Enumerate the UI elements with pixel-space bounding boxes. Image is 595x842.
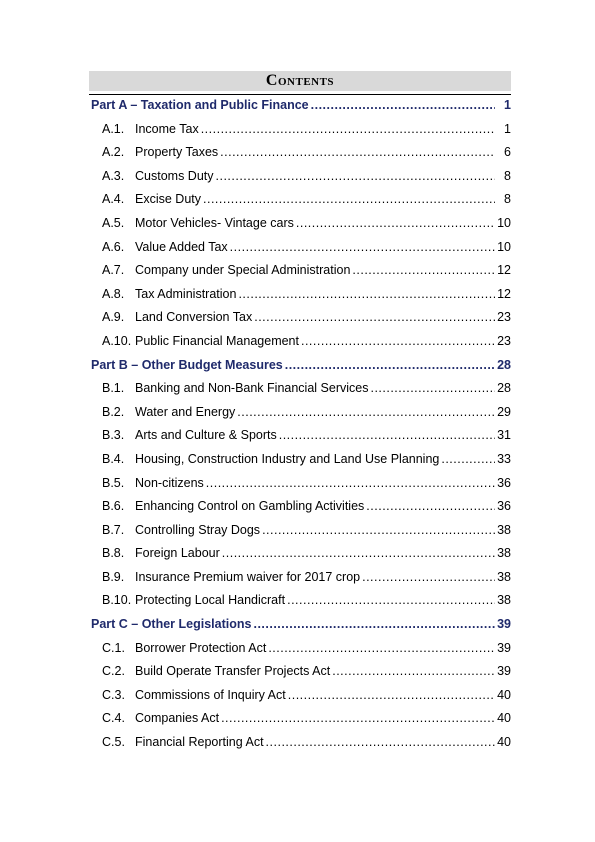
toc-entry-label: Companies Act bbox=[135, 711, 220, 726]
toc-page-number: 40 bbox=[497, 687, 511, 702]
toc-leader-dots bbox=[203, 192, 495, 206]
toc-leader-dots bbox=[366, 499, 495, 513]
toc-entry[interactable] bbox=[89, 593, 511, 617]
toc-entry[interactable] bbox=[89, 735, 511, 759]
toc-entry[interactable] bbox=[89, 122, 511, 146]
toc-leader-dots bbox=[285, 358, 495, 372]
toc-entry-number: A.5. bbox=[102, 215, 125, 230]
toc-entry-label: Company under Special Administration bbox=[135, 263, 351, 278]
toc-entry-number: C.3. bbox=[102, 687, 125, 702]
toc-page-number: 28 bbox=[497, 357, 511, 372]
toc-entry[interactable] bbox=[89, 216, 511, 240]
toc-entry-label: Enhancing Control on Gambling Activities bbox=[135, 499, 365, 514]
toc-entry-number: B.9. bbox=[102, 569, 125, 584]
toc-entry-label: Arts and Culture & Sports bbox=[135, 428, 277, 443]
toc-page-number: 36 bbox=[497, 475, 511, 490]
page-title: Contents bbox=[265, 72, 335, 89]
toc-page-number: 10 bbox=[497, 239, 511, 254]
toc-entry-number: B.8. bbox=[102, 546, 125, 561]
toc-leader-dots bbox=[253, 617, 495, 631]
toc-entry-label: Foreign Labour bbox=[135, 546, 220, 561]
toc-entry-label: Land Conversion Tax bbox=[135, 310, 253, 325]
toc-entry-label: Banking and Non-Bank Financial Services bbox=[135, 381, 369, 396]
toc-entry-number: B.2. bbox=[102, 404, 125, 419]
toc-entry-label: Value Added Tax bbox=[135, 239, 228, 254]
toc-entry-label: Insurance Premium waiver for 2017 crop bbox=[135, 569, 361, 584]
toc-entry-label: Financial Reporting Act bbox=[135, 735, 264, 750]
toc-part-entry[interactable] bbox=[89, 617, 511, 641]
toc-entry-number: A.2. bbox=[102, 145, 125, 160]
toc-part-entry[interactable] bbox=[89, 98, 511, 122]
toc-entry-number: B.7. bbox=[102, 522, 125, 537]
toc-leader-dots bbox=[262, 523, 495, 537]
toc-entry-number: C.5. bbox=[102, 735, 125, 750]
toc-entry[interactable] bbox=[89, 240, 511, 264]
toc-page-number: 36 bbox=[497, 499, 511, 514]
toc-part-entry[interactable] bbox=[89, 358, 511, 382]
toc-entry-number: B.3. bbox=[102, 428, 125, 443]
toc-leader-dots bbox=[222, 546, 495, 560]
toc-page-number: 6 bbox=[504, 145, 511, 160]
toc-entry[interactable] bbox=[89, 641, 511, 665]
toc-leader-dots bbox=[311, 98, 495, 112]
toc-leader-dots bbox=[301, 334, 495, 348]
toc-entry-number: A.3. bbox=[102, 168, 125, 183]
toc-entry[interactable] bbox=[89, 334, 511, 358]
toc-page-number: 8 bbox=[504, 168, 511, 183]
title-divider bbox=[89, 94, 511, 95]
toc-page-number: 31 bbox=[497, 428, 511, 443]
toc-entry-label: Protecting Local Handicraft bbox=[135, 593, 286, 608]
toc-leader-dots bbox=[216, 169, 496, 183]
toc-entry[interactable] bbox=[89, 145, 511, 169]
toc-page-number: 12 bbox=[497, 263, 511, 278]
toc-leader-dots bbox=[362, 570, 495, 584]
toc-page-number: 33 bbox=[497, 451, 511, 466]
toc-leader-dots bbox=[220, 145, 495, 159]
toc-entry-number: C.1. bbox=[102, 640, 125, 655]
toc-entry[interactable] bbox=[89, 381, 511, 405]
toc-entry-label: Motor Vehicles- Vintage cars bbox=[135, 215, 294, 230]
toc-entry-number: B.6. bbox=[102, 499, 125, 514]
toc-entry[interactable] bbox=[89, 405, 511, 429]
toc-entry[interactable] bbox=[89, 664, 511, 688]
contents-title-bar bbox=[89, 71, 511, 91]
toc-entry-number: A.10. bbox=[102, 333, 132, 348]
toc-page-number: 1 bbox=[504, 121, 511, 136]
toc-entry-label: Housing, Construction Industry and Land Use Planning bbox=[135, 451, 440, 466]
toc-entry-number: A.7. bbox=[102, 263, 125, 278]
toc-page-number: 38 bbox=[497, 546, 511, 561]
toc-leader-dots bbox=[238, 287, 495, 301]
toc-entry-label: Property Taxes bbox=[135, 145, 219, 160]
toc-leader-dots bbox=[332, 664, 495, 678]
toc-leader-dots bbox=[441, 452, 495, 466]
toc-leader-dots bbox=[296, 216, 495, 230]
toc-entry-label: Public Financial Management bbox=[135, 333, 299, 348]
toc-entry-label: Commissions of Inquiry Act bbox=[135, 687, 286, 702]
toc-entry-number: C.2. bbox=[102, 664, 125, 679]
toc-entry-label: Build Operate Transfer Projects Act bbox=[135, 664, 331, 679]
toc-page-number: 10 bbox=[497, 215, 511, 230]
toc-leader-dots bbox=[268, 641, 495, 655]
toc-entry[interactable] bbox=[89, 523, 511, 547]
toc-entry[interactable] bbox=[89, 263, 511, 287]
toc-entry-number: A.4. bbox=[102, 192, 125, 207]
toc-page-number: 40 bbox=[497, 711, 511, 726]
toc-entry-number: A.6. bbox=[102, 239, 125, 254]
toc-entry-number: A.1. bbox=[102, 121, 125, 136]
toc-page-number: 39 bbox=[497, 640, 511, 655]
toc-entry[interactable] bbox=[89, 476, 511, 500]
toc-page-number: 38 bbox=[497, 569, 511, 584]
table-of-contents bbox=[89, 98, 511, 759]
toc-entry[interactable] bbox=[89, 546, 511, 570]
toc-entry-label: Customs Duty bbox=[135, 168, 214, 183]
toc-leader-dots bbox=[201, 122, 495, 136]
toc-page-number: 39 bbox=[497, 664, 511, 679]
toc-entry-label: Income Tax bbox=[135, 121, 199, 136]
toc-entry[interactable] bbox=[89, 499, 511, 523]
toc-entry-label: Tax Administration bbox=[135, 286, 237, 301]
toc-part-label: Part A – Taxation and Public Finance bbox=[91, 98, 309, 112]
toc-entry-number: B.10. bbox=[102, 593, 132, 608]
toc-entry-number: A.9. bbox=[102, 310, 125, 325]
toc-page-number: 38 bbox=[497, 522, 511, 537]
toc-entry[interactable] bbox=[89, 169, 511, 193]
toc-part-label: Part B – Other Budget Measures bbox=[91, 357, 283, 372]
toc-leader-dots bbox=[254, 310, 495, 324]
toc-part-label: Part C – Other Legislations bbox=[91, 617, 252, 632]
toc-entry[interactable] bbox=[89, 452, 511, 476]
toc-page-number: 28 bbox=[497, 381, 511, 396]
toc-entry-label: Controlling Stray Dogs bbox=[135, 522, 261, 537]
toc-entry[interactable] bbox=[89, 688, 511, 712]
toc-entry-number: B.4. bbox=[102, 451, 125, 466]
toc-entry-number: B.1. bbox=[102, 381, 125, 396]
toc-page-number: 29 bbox=[497, 404, 511, 419]
toc-page-number: 40 bbox=[497, 735, 511, 750]
toc-leader-dots bbox=[279, 428, 495, 442]
toc-page-number: 1 bbox=[504, 98, 511, 112]
toc-leader-dots bbox=[288, 688, 495, 702]
toc-page-number: 23 bbox=[497, 310, 511, 325]
toc-leader-dots bbox=[352, 263, 495, 277]
toc-leader-dots bbox=[266, 735, 495, 749]
toc-entry[interactable] bbox=[89, 711, 511, 735]
toc-entry[interactable] bbox=[89, 310, 511, 334]
toc-entry-label: Water and Energy bbox=[135, 404, 236, 419]
toc-entry-label: Borrower Protection Act bbox=[135, 640, 267, 655]
toc-page-number: 23 bbox=[497, 333, 511, 348]
toc-entry-number: A.8. bbox=[102, 286, 125, 301]
toc-entry-label: Excise Duty bbox=[135, 192, 201, 207]
toc-leader-dots bbox=[221, 711, 495, 725]
toc-page-number: 38 bbox=[497, 593, 511, 608]
toc-page-number: 39 bbox=[497, 617, 511, 632]
toc-leader-dots bbox=[237, 405, 495, 419]
toc-entry-number: C.4. bbox=[102, 711, 125, 726]
toc-entry[interactable] bbox=[89, 287, 511, 311]
toc-entry[interactable] bbox=[89, 192, 511, 216]
toc-leader-dots bbox=[206, 476, 495, 490]
toc-entry-label: Non-citizens bbox=[135, 475, 204, 490]
toc-entry[interactable] bbox=[89, 570, 511, 594]
toc-page-number: 12 bbox=[497, 286, 511, 301]
toc-leader-dots bbox=[287, 593, 495, 607]
toc-page-number: 8 bbox=[504, 192, 511, 207]
toc-entry[interactable] bbox=[89, 428, 511, 452]
toc-leader-dots bbox=[370, 381, 495, 395]
toc-entry-number: B.5. bbox=[102, 475, 125, 490]
toc-leader-dots bbox=[230, 240, 495, 254]
